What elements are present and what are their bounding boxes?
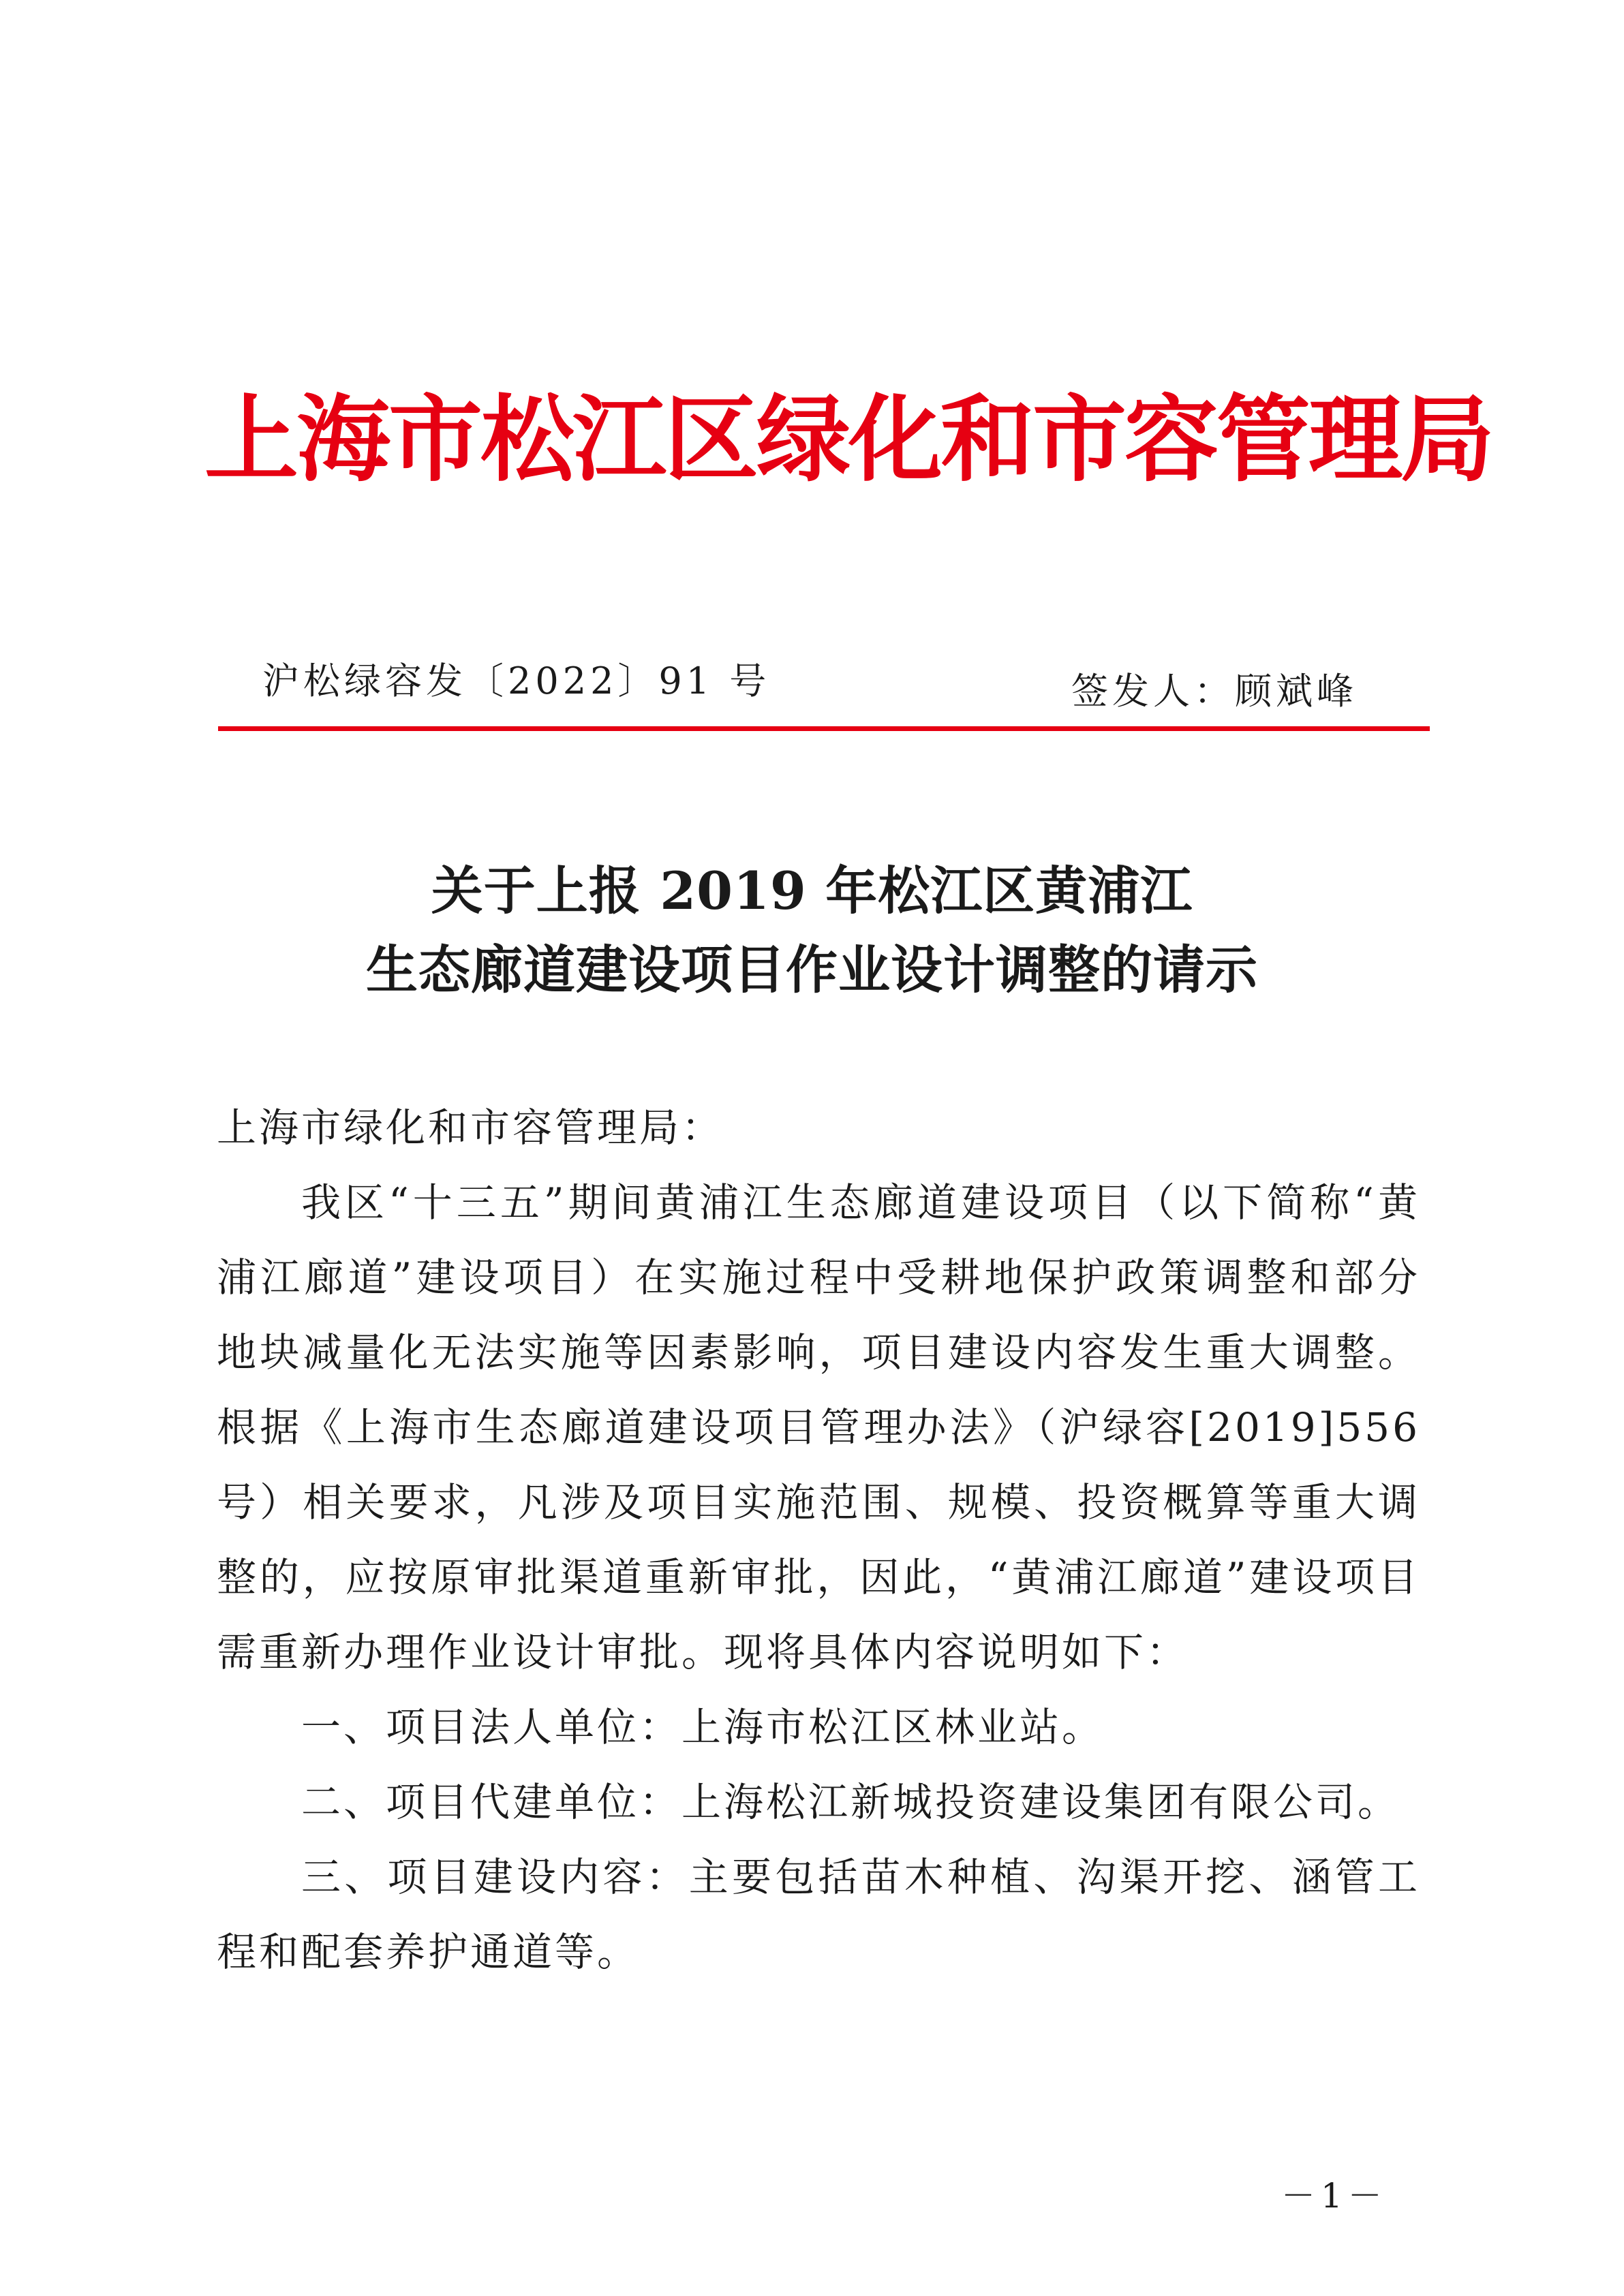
body-paragraph-item-2: 二、项目代建单位：上海松江新城投资建设集团有限公司。 <box>301 1779 1400 1825</box>
red-divider-line <box>218 726 1430 731</box>
signer: 签发人：顾斌峰 <box>1071 670 1358 713</box>
body-paragraph-item-1: 一、项目法人单位：上海市松江区林业站。 <box>301 1704 1105 1750</box>
document-title-line-2: 生态廊道建设项目作业设计调整的请示 <box>366 940 1258 1000</box>
document-title-line-1: 关于上报 2019 年松江区黄浦江 <box>431 860 1193 921</box>
document-number: 沪松绿容发〔2022〕91 号 <box>262 660 771 702</box>
salutation: 上海市绿化和市容管理局： <box>217 1104 724 1151</box>
page-number: －1－ <box>1281 2176 1388 2216</box>
issuer-letterhead: 上海市松江区绿化和市容管理局 <box>204 384 1493 495</box>
body-paragraph-intro: 我区“十三五”期间黄浦江生态廊道建设项目（以下简称“黄浦江廊道”建设项目）在实施过程中受耕地保护政策调整和部分地块减量化无法实施等因素影响，项目建设内容发生重大调整。根据《上海市生态廊道建设项目管理办法》（沪绿容[2019]556 号）相关要求，凡涉及项目实施范围、规模、投资概算等重大调整的，应按原审批渠道重新审批，因此，“黄浦江廊道”建设项目需重新办理作业设计审批。现将具体内容说明如下： <box>217 1179 1420 1675</box>
body-paragraph-item-3: 三、项目建设内容：主要包括苗木种植、沟渠开挖、涵管工程和配套养护通道等。 <box>217 1854 1420 1975</box>
